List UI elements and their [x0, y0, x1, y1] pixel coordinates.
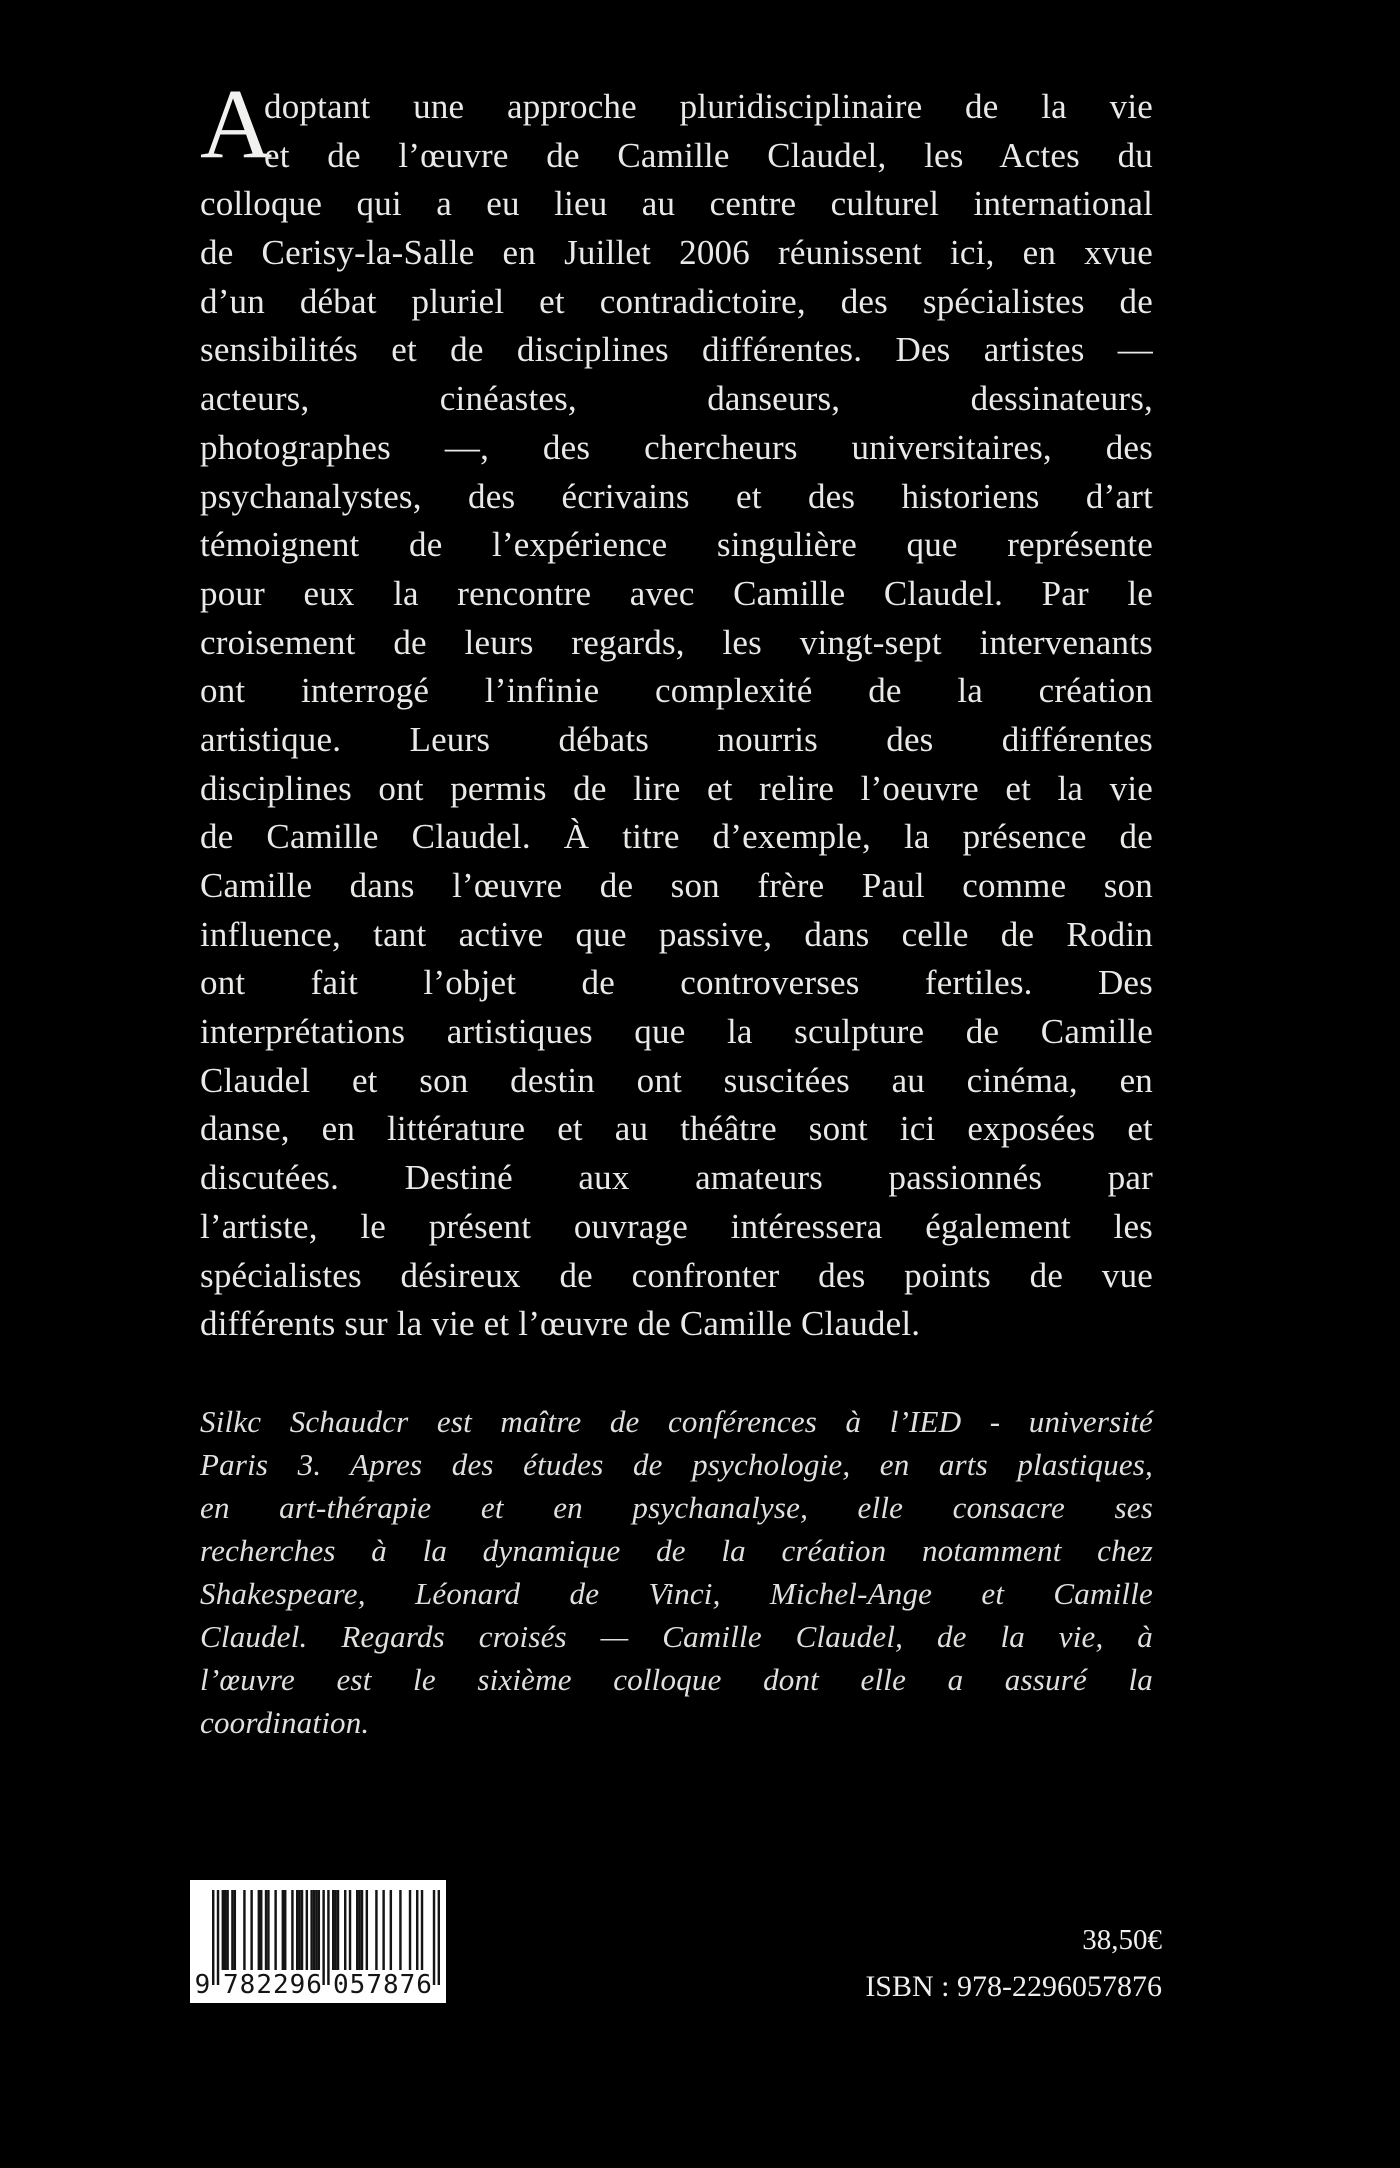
text-line: en art-thérapie et en psychanalyse, elle consacre ses: [200, 1490, 1153, 1525]
text-line: interprétations artistiques que la sculpture de Camille: [200, 1012, 1153, 1052]
text-line: Claudel et son destin ont suscitées au cinéma, en: [200, 1060, 1153, 1100]
text-line: d’un débat pluriel et contradictoire, des spécialistes de: [200, 281, 1153, 321]
text-line: Claudel. Regards croisés — Camille Claudel, de la vie, à: [200, 1619, 1153, 1654]
text-line: et de l’œuvre de Camille Claudel, les Actes du: [264, 135, 1153, 175]
drop-cap-letter: A: [200, 68, 273, 179]
text-line: Paris 3. Apres des études de psychologie, en arts plastiques,: [200, 1447, 1153, 1482]
text-line: Silkc Schaudcr est maître de conférences à l’IED - université: [200, 1404, 1153, 1439]
text-line: artistique. Leurs débats nourris des différentes: [200, 719, 1153, 759]
barcode-digits-group2: 057876: [333, 1970, 433, 2000]
text-line: ont fait l’objet de controverses fertiles. Des: [200, 963, 1153, 1003]
text-line: sensibilités et de disciplines différentes. Des artistes —: [200, 330, 1153, 370]
text-line: pour eux la rencontre avec Camille Claudel. Par le: [200, 573, 1153, 613]
isbn-label: ISBN : 978-2296057876: [865, 1970, 1162, 2003]
text-line: psychanalystes, des écrivains et des historiens d’art: [200, 476, 1153, 516]
text-line: de Cerisy-la-Salle en Juillet 2006 réunissent ici, en xvue: [200, 233, 1153, 273]
text-line: Camille dans l’œuvre de son frère Paul comme son: [200, 866, 1153, 905]
text-line: de Camille Claudel. À titre d’exemple, la présence de: [200, 817, 1153, 857]
barcode-digit-lead: 9: [194, 1970, 212, 2000]
barcode-digits-group1: 782296: [223, 1970, 323, 2000]
barcode: [190, 1880, 446, 2003]
text-line: acteurs, cinéastes, danseurs, dessinateurs,: [200, 379, 1153, 419]
text-line: différents sur la vie et l’œuvre de Camille Claudel.: [200, 1304, 921, 1344]
text-line: Shakespeare, Léonard de Vinci, Michel-Ange et Camille: [200, 1576, 1153, 1611]
text-line: ont interrogé l’infinie complexité de la création: [200, 671, 1153, 711]
text-line: discutées. Destiné aux amateurs passionnés par: [200, 1158, 1153, 1198]
text-line: coordination.: [200, 1705, 370, 1740]
text-line: doptant une approche pluridisciplinaire de la vie: [264, 87, 1153, 126]
text-line: témoignent de l’expérience singulière que représente: [200, 525, 1153, 565]
text-line: l’artiste, le présent ouvrage intéressera également les: [200, 1206, 1153, 1246]
text-line: croisement de leurs regards, les vingt-sept intervenants: [200, 622, 1153, 662]
text-line: influence, tant active que passive, dans celle de Rodin: [200, 914, 1153, 954]
text-line: spécialistes désireux de confronter des points de vue: [200, 1255, 1153, 1295]
text-line: recherches à la dynamique de la création notamment chez: [200, 1533, 1153, 1568]
text-line: l’œuvre est le sixième colloque dont elle a assuré la: [200, 1662, 1153, 1697]
text-line: disciplines ont permis de lire et relire l’oeuvre et la vie: [200, 768, 1153, 808]
synopsis-text: [200, 83, 1153, 1349]
author-bio-text: [200, 1400, 1153, 1744]
text-line: danse, en littérature et au théâtre sont ici exposées et: [200, 1109, 1153, 1149]
text-line: colloque qui a eu lieu au centre culturel international: [200, 184, 1153, 224]
price-label: 38,50€: [1082, 1924, 1162, 1956]
text-line: photographes —, des chercheurs universitaires, des: [200, 427, 1153, 467]
